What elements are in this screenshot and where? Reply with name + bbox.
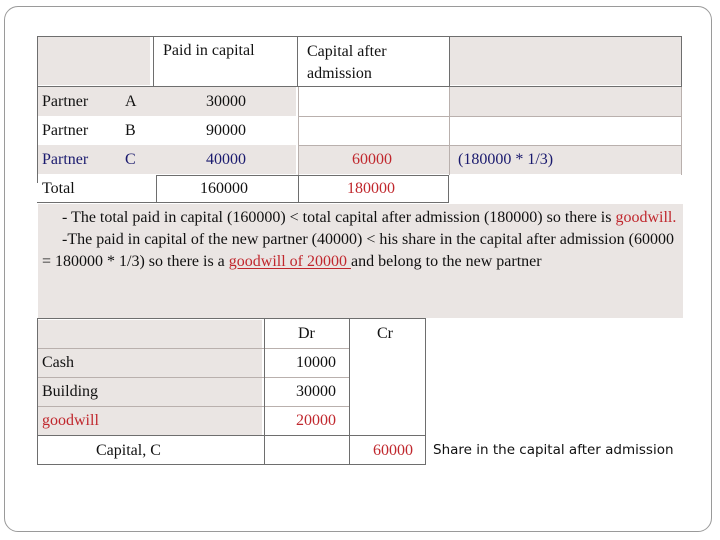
header-cell-blank	[38, 37, 150, 85]
total-paid: 160000	[200, 180, 248, 197]
header-cell-blank-right	[450, 37, 681, 85]
row-a-letter: A	[125, 93, 137, 110]
explanation-2-end: and belong to the new partner	[351, 253, 542, 270]
row-b-paid: 90000	[206, 122, 246, 139]
total-label: Total	[42, 180, 75, 197]
row-a-paid: 30000	[206, 93, 246, 110]
row-c-note: (180000 * 1/3)	[458, 151, 554, 168]
row-c-label: Partner	[42, 151, 89, 168]
row-a-label: Partner	[42, 93, 89, 110]
row-c-after: 60000	[352, 151, 392, 168]
journal-building-account: Building	[42, 383, 99, 400]
row-c-letter: C	[125, 151, 136, 168]
journal-goodwill-account: goodwill	[42, 412, 99, 429]
row-b-label: Partner	[42, 122, 89, 139]
journal-header-shade	[38, 320, 262, 348]
header-paid-in-capital: Paid in capital	[163, 42, 255, 59]
journal-note: Share in the capital after admission	[433, 442, 674, 458]
journal-cash-dr: 10000	[296, 354, 336, 371]
row-c-paid: 40000	[206, 151, 246, 168]
journal-header-cr: Cr	[377, 325, 393, 342]
header-capital-after-admission: Capital after admission	[307, 43, 387, 82]
journal-cash-account: Cash	[42, 354, 74, 371]
explanation-2-text: -The paid in capital of the new partner (40000) < his share in the capital after admission (60000 = 180000 * 1/3) so there is a	[42, 231, 674, 270]
journal-building-dr: 30000	[296, 383, 336, 400]
goodwill-highlight-1: goodwill.	[615, 209, 677, 226]
row-b-letter: B	[125, 122, 136, 139]
total-after: 180000	[347, 180, 395, 197]
journal-header-dr: Dr	[298, 325, 315, 342]
explanation-line-1	[42, 207, 682, 229]
journal-capital-c-cr: 60000	[373, 442, 413, 459]
journal-goodwill-dr: 20000	[296, 412, 336, 429]
explanation-line-2	[42, 229, 682, 273]
explanation-1-text: - The total paid in capital (160000) < total capital after admission (180000) so there is	[62, 209, 616, 226]
goodwill-highlight-2: goodwill of 20000	[228, 253, 351, 270]
journal-capital-c-account: Capital, C	[96, 442, 161, 459]
row-a-shade-right	[450, 87, 681, 116]
explanation-text	[42, 207, 682, 273]
